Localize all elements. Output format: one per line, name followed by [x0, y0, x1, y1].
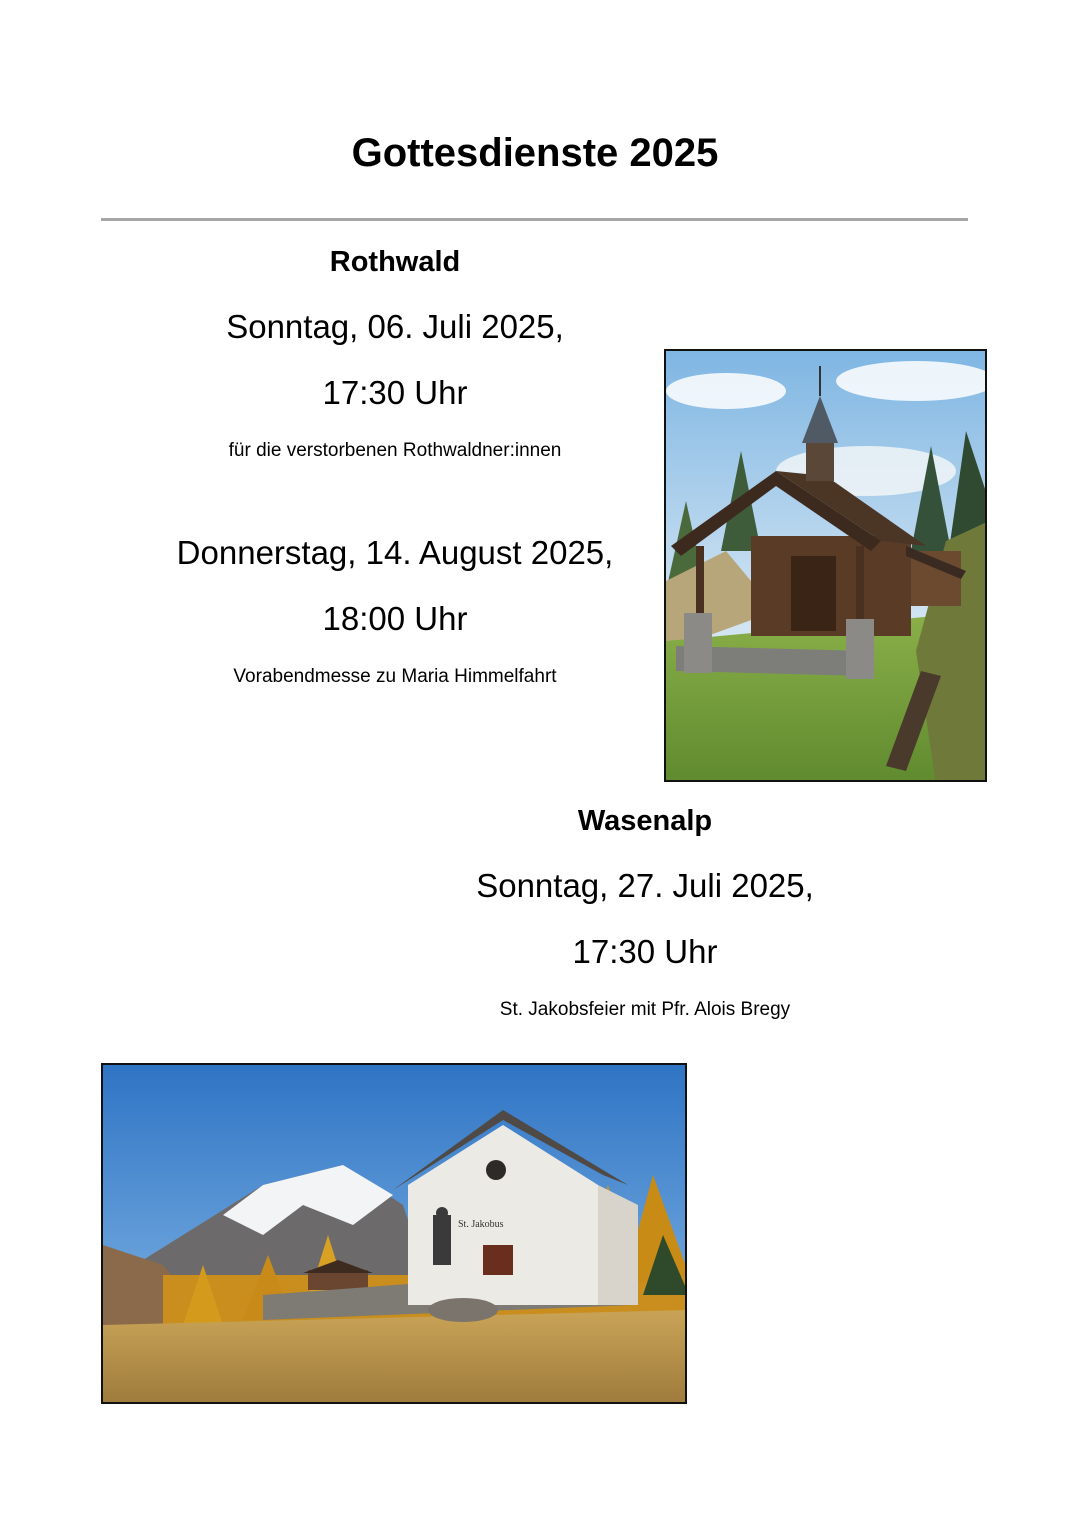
- service-date: Sonntag, 06. Juli 2025,: [226, 308, 564, 345]
- page-title: Gottesdienste 2025: [351, 131, 719, 175]
- wasenalp-chapel-photo: [101, 1063, 687, 1404]
- service-time: 18:00 Uhr: [322, 600, 468, 637]
- rothwald-chapel-photo: [664, 349, 987, 782]
- service-date: Donnerstag, 14. August 2025,: [176, 534, 614, 571]
- service-date: Sonntag, 27. Juli 2025,: [476, 867, 814, 904]
- service-time: 17:30 Uhr: [322, 374, 468, 411]
- title-divider: [101, 218, 968, 221]
- chapel-sign: St. Jakobus: [458, 1219, 504, 1230]
- service-note: Vorabendmesse zu Maria Himmelfahrt: [233, 666, 557, 687]
- service-note: St. Jakobsfeier mit Pfr. Alois Bregy: [499, 999, 791, 1020]
- service-note: für die verstorbenen Rothwaldner:innen: [228, 440, 562, 461]
- service-time: 17:30 Uhr: [572, 933, 718, 970]
- location-title-rothwald: Rothwald: [329, 246, 461, 278]
- location-title-wasenalp: Wasenalp: [577, 805, 713, 837]
